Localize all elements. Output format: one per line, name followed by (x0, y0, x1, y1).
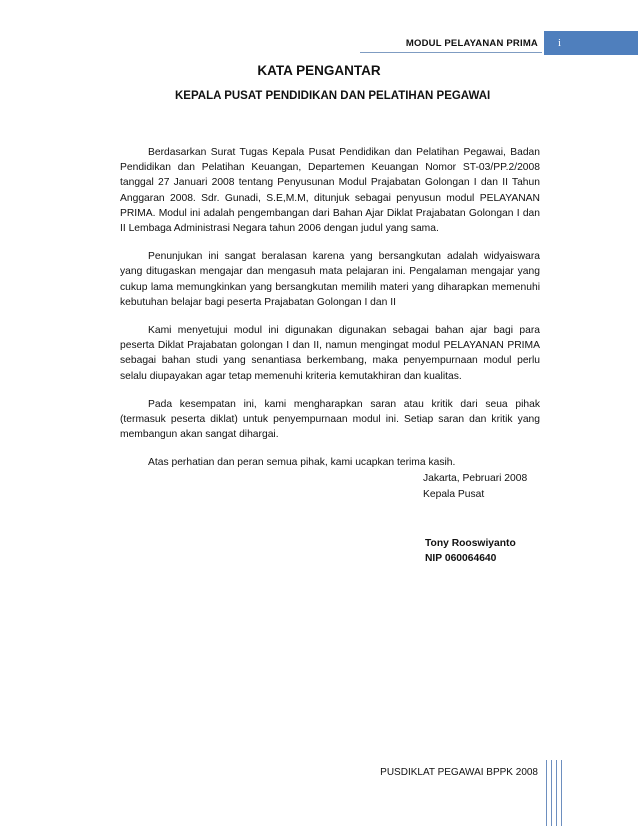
paragraph: Kami menyetujui modul ini digunakan digunakan sebagai bahan ajar bagi para peserta Diklat Prajabatan golongan I dan II, namun mengingat modul PELAYANAN PRIMA sebagai bahan studi yang senantiasa berkembang, maka penyempurnaan modul perlu selalu diupayakan agar tetap memenuhi kriteria kemutakhiran dan kualitas. (120, 325, 540, 382)
page-title: KATA PENGANTAR (257, 63, 381, 78)
footer-text: PUSDIKLAT PEGAWAI BPPK 2008 (380, 767, 538, 778)
footer-rule (561, 760, 562, 826)
signer-nip: NIP 060064640 (425, 553, 497, 564)
paragraph: Atas perhatian dan peran semua pihak, kami ucapkan terima kasih. (148, 457, 456, 469)
signoff-block (423, 471, 527, 502)
body-text (120, 145, 540, 484)
place-date: Jakarta, Pebruari 2008 (423, 473, 528, 484)
header-rule (360, 52, 542, 53)
signer-position: Kepala Pusat (423, 488, 485, 500)
paragraph: Penunjukan ini sangat beralasan karena yang bersangkutan adalah widyaiswara yang ditugaskan mengajar dan mengasuh mata pelajaran ini. Pengalaman mengajar yang cukup lama memungkinkan yang bersangkutan memilih materi yang diharapkan memenuhi kebutuhan belajar bagi peserta Prajabatan Golongan I dan II (120, 251, 540, 308)
signer-name: Tony Rooswiyanto (425, 538, 516, 549)
footer-rule (546, 760, 547, 826)
header-title: MODUL PELAYANAN PRIMA (405, 38, 538, 49)
paragraph: Pada kesempatan ini, kami mengharapkan saran atau kritik dari seua pihak (termasuk peserta diklat) untuk penyempurnaan modul ini. Setiap saran dan kritik yang membangun akan sangat dihargai. (120, 398, 540, 441)
footer-rule (556, 760, 557, 826)
footer-rule (551, 760, 552, 826)
page-number-tab (544, 31, 638, 55)
page-number: i (558, 37, 562, 49)
paragraph: Berdasarkan Surat Tugas Kepala Pusat Pendidikan dan Pelatihan Pegawai, Badan Pendidikan dan Pelatihan Keuangan, Departemen Keuangan Nomor ST-03/PP.2/2008 tanggal 27 Januari 2008 tentang Penyusunan Modul Prajabatan Golongan I dan II Tahun Anggaran 2008. Sdr. Gunadi, S.E,M.M, ditunjuk sebagai penyusun modul PELAYANAN PRIMA. Modul ini adalah pengembangan dari Bahan Ajar Diklat Prajabatan Golongan I dan II Lembaga Administrasi Negara tahun 2006 dengan judul yang sama. (120, 147, 540, 235)
page-subtitle: KEPALA PUSAT PENDIDIKAN DAN PELATIHAN PEGAWAI (175, 90, 491, 102)
signer-block (425, 536, 516, 566)
